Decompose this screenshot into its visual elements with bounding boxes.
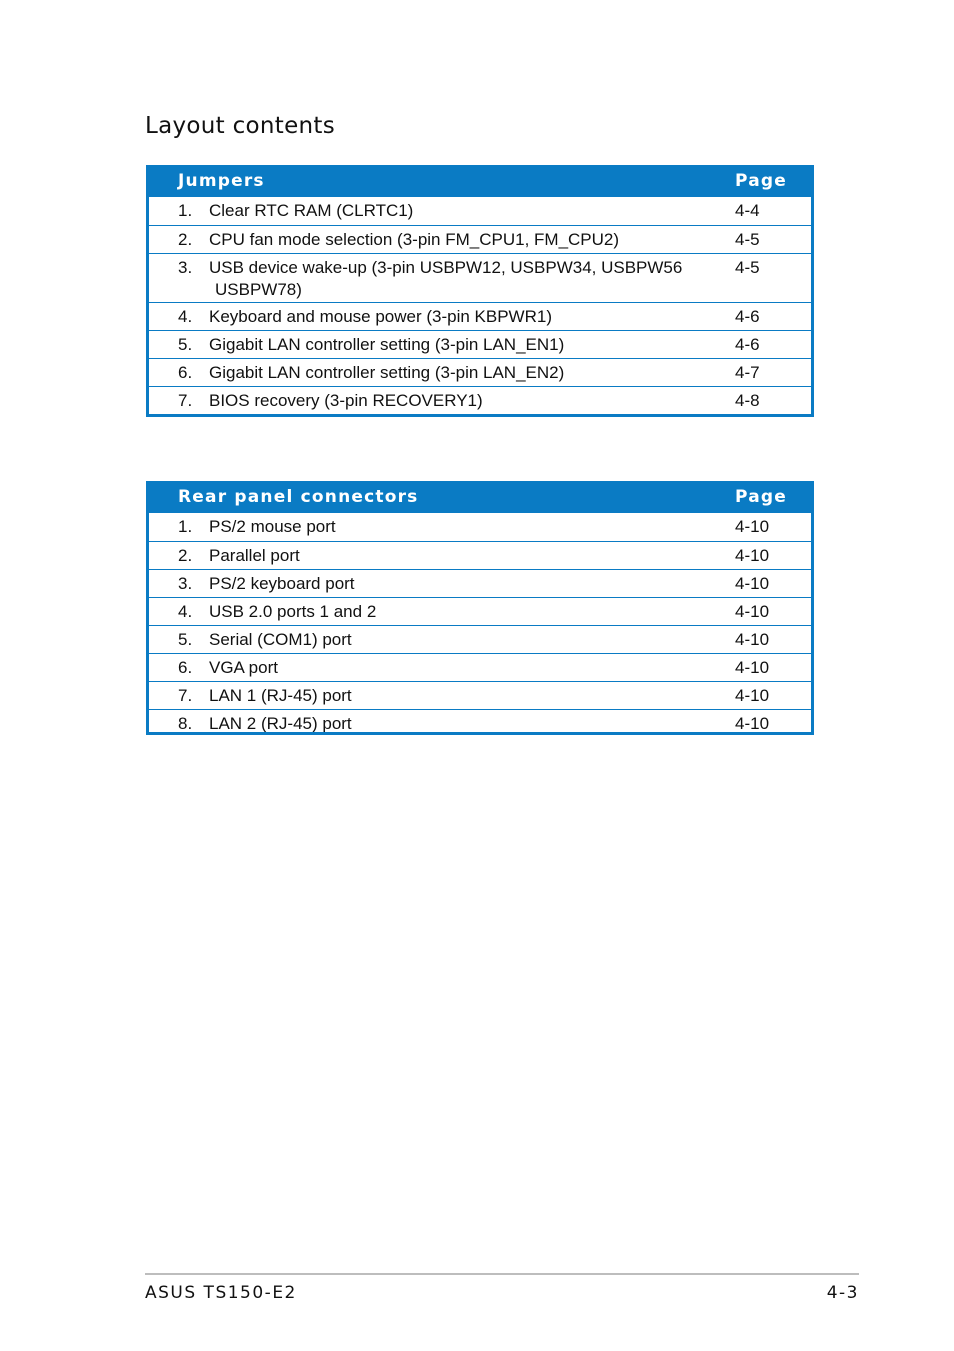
row-number: 2.	[178, 546, 193, 565]
row-page: 4-10	[735, 602, 770, 621]
jumpers-table	[146, 165, 814, 417]
row-page: 4-10	[735, 686, 770, 705]
table-row	[149, 225, 811, 253]
table-row	[149, 569, 811, 597]
table-row	[149, 513, 811, 541]
row-description: CPU fan mode selection (3-pin FM_CPU1, FM_CPU2)	[209, 230, 620, 249]
table-row	[149, 709, 811, 732]
row-page: 4-8	[735, 391, 760, 410]
row-description: PS/2 keyboard port	[209, 574, 355, 593]
table-row	[149, 386, 811, 414]
row-description: Clear RTC RAM (CLRTC1)	[209, 201, 414, 220]
footer-page-number: 4-3	[826, 1283, 859, 1303]
row-page: 4-4	[735, 201, 760, 220]
table-row	[149, 253, 811, 302]
table-row	[149, 358, 811, 386]
row-page: 4-10	[735, 546, 770, 565]
row-description: Keyboard and mouse power (3-pin KBPWR1)	[209, 307, 552, 326]
row-number: 5.	[178, 335, 193, 354]
row-description: Parallel port	[209, 546, 300, 565]
row-description: Gigabit LAN controller setting (3-pin LAN_EN1)	[209, 335, 565, 354]
row-page: 4-5	[735, 258, 760, 277]
row-description-line2: USBPW78)	[215, 280, 302, 299]
row-number: 7.	[178, 391, 193, 410]
row-description: LAN 1 (RJ-45) port	[209, 686, 352, 705]
row-number: 4.	[178, 307, 193, 326]
row-number: 3.	[178, 574, 193, 593]
row-description: Serial (COM1) port	[209, 630, 352, 649]
row-page: 4-10	[735, 658, 770, 677]
row-number: 4.	[178, 602, 193, 621]
row-page: 4-5	[735, 230, 760, 249]
row-number: 3.	[178, 258, 193, 277]
row-number: 2.	[178, 230, 193, 249]
row-description-line1: USB device wake-up (3-pin USBPW12, USBPW34, USBPW56	[209, 258, 683, 277]
row-page: 4-6	[735, 335, 760, 354]
row-page: 4-7	[735, 363, 760, 382]
row-page: 4-10	[735, 517, 770, 536]
rear-panel-table	[146, 481, 814, 735]
header-page: Page	[735, 487, 787, 507]
row-number: 1.	[178, 517, 193, 536]
footer-divider	[145, 1273, 859, 1275]
row-description: VGA port	[209, 658, 278, 677]
row-number: 8.	[178, 714, 193, 732]
row-description: LAN 2 (RJ-45) port	[209, 714, 352, 732]
table-row	[149, 330, 811, 358]
table-row	[149, 653, 811, 681]
table-row	[149, 541, 811, 569]
row-number: 6.	[178, 658, 193, 677]
table-row	[149, 302, 811, 330]
row-page: 4-10	[735, 574, 770, 593]
footer-product-name: ASUS TS150-E2	[145, 1283, 297, 1303]
table-row	[149, 597, 811, 625]
row-number: 6.	[178, 363, 193, 382]
row-description	[209, 257, 735, 301]
table-header	[146, 165, 814, 197]
header-name: Jumpers	[178, 171, 265, 191]
row-description: PS/2 mouse port	[209, 517, 336, 536]
row-description: Gigabit LAN controller setting (3-pin LAN_EN2)	[209, 363, 565, 382]
row-description: BIOS recovery (3-pin RECOVERY1)	[209, 391, 483, 410]
row-page: 4-10	[735, 714, 770, 732]
header-name: Rear panel connectors	[178, 487, 419, 507]
table-row	[149, 681, 811, 709]
table-header	[146, 481, 814, 513]
row-number: 1.	[178, 201, 193, 220]
row-page: 4-6	[735, 307, 760, 326]
row-number: 5.	[178, 630, 193, 649]
table-row	[149, 197, 811, 225]
row-number: 7.	[178, 686, 193, 705]
row-page: 4-10	[735, 630, 770, 649]
header-page: Page	[735, 171, 787, 191]
page-title: Layout contents	[145, 113, 336, 139]
table-row	[149, 625, 811, 653]
row-description: USB 2.0 ports 1 and 2	[209, 602, 377, 621]
